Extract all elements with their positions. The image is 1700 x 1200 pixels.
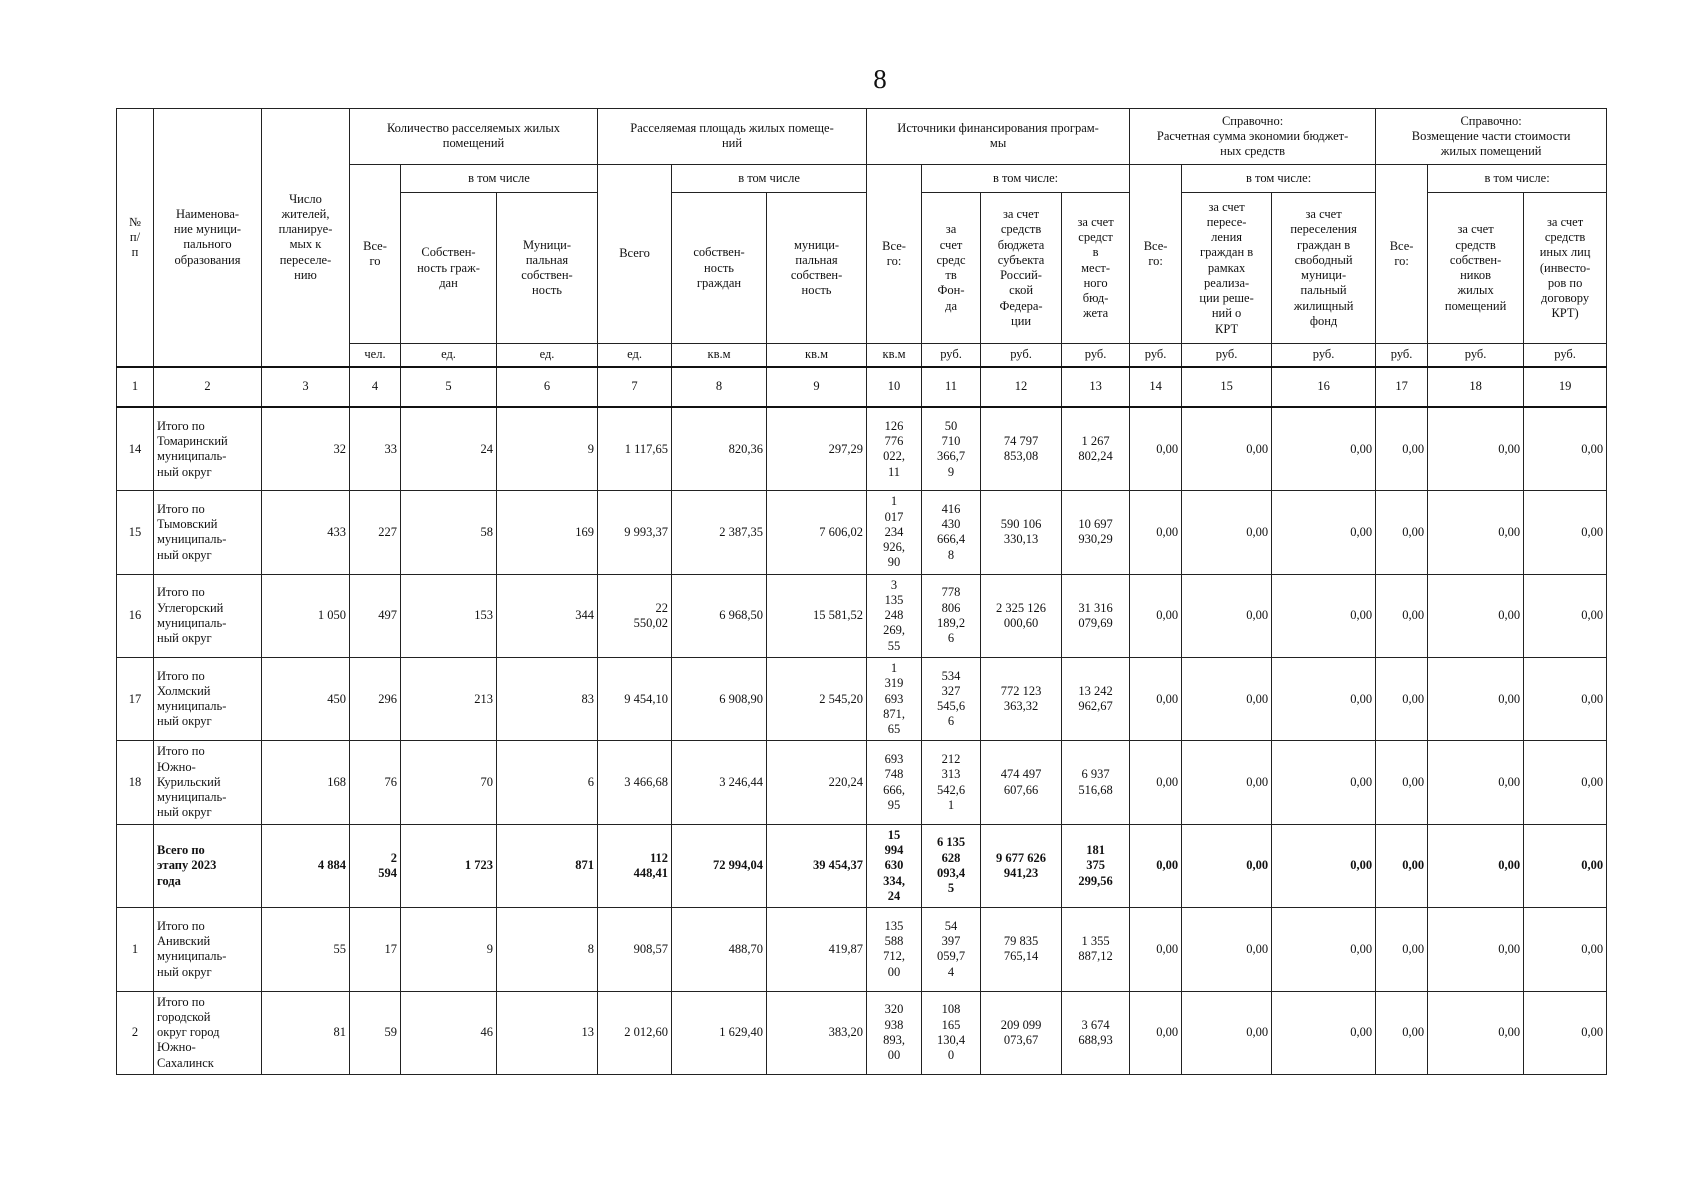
value-cell: 83 bbox=[497, 658, 598, 741]
value-cell: 296 bbox=[350, 658, 401, 741]
value-cell: 0,00 bbox=[1524, 741, 1607, 824]
value-cell: 474 497 607,66 bbox=[981, 741, 1062, 824]
row-number-cell bbox=[117, 824, 154, 907]
value-cell: 344 bbox=[497, 574, 598, 657]
value-cell: 0,00 bbox=[1130, 991, 1182, 1074]
header-row-groups bbox=[117, 109, 1607, 165]
column-number: 1 bbox=[117, 367, 154, 408]
value-cell: 0,00 bbox=[1272, 908, 1376, 991]
value-cell: 3 246,44 bbox=[672, 741, 767, 824]
value-cell: 112 448,41 bbox=[598, 824, 672, 907]
municipality-name-cell: Итого по Углегорский муниципаль- ный округ bbox=[154, 574, 262, 657]
value-cell: 0,00 bbox=[1428, 908, 1524, 991]
value-cell: 4 884 bbox=[262, 824, 350, 907]
value-cell: 108 165 130,4 0 bbox=[922, 991, 981, 1074]
col-header-qty-private: Собствен- ность граж- дан bbox=[401, 193, 497, 343]
column-number: 19 bbox=[1524, 367, 1607, 408]
col-header-fin-local: за счет средст в мест- ного бюд- жета bbox=[1062, 193, 1130, 343]
value-cell: 0,00 bbox=[1130, 658, 1182, 741]
table-row bbox=[117, 991, 1607, 1074]
value-cell: 2 387,35 bbox=[672, 491, 767, 574]
value-cell: 2 325 126 000,60 bbox=[981, 574, 1062, 657]
value-cell: 0,00 bbox=[1376, 991, 1428, 1074]
col-header-fin-subject: за счет средств бюджета субъекта Россий- ской Федера- ции bbox=[981, 193, 1062, 343]
value-cell: 0,00 bbox=[1376, 908, 1428, 991]
column-number: 5 bbox=[401, 367, 497, 408]
value-cell: 0,00 bbox=[1130, 491, 1182, 574]
value-cell: 1 629,40 bbox=[672, 991, 767, 1074]
value-cell: 0,00 bbox=[1376, 658, 1428, 741]
value-cell: 820,36 bbox=[672, 407, 767, 490]
value-cell: 168 bbox=[262, 741, 350, 824]
value-cell: 31 316 079,69 bbox=[1062, 574, 1130, 657]
unit-cell: руб. bbox=[981, 343, 1062, 366]
value-cell: 0,00 bbox=[1428, 991, 1524, 1074]
value-cell: 0,00 bbox=[1272, 991, 1376, 1074]
table-row bbox=[117, 574, 1607, 657]
value-cell: 213 bbox=[401, 658, 497, 741]
value-cell: 1 319 693 871, 65 bbox=[867, 658, 922, 741]
column-number: 13 bbox=[1062, 367, 1130, 408]
col-header-comp-total: Все- го: bbox=[1376, 164, 1428, 343]
unit-cell: руб. bbox=[1182, 343, 1272, 366]
value-cell: 0,00 bbox=[1524, 407, 1607, 490]
value-cell: 0,00 bbox=[1182, 407, 1272, 490]
value-cell: 209 099 073,67 bbox=[981, 991, 1062, 1074]
value-cell: 0,00 bbox=[1130, 574, 1182, 657]
value-cell: 10 697 930,29 bbox=[1062, 491, 1130, 574]
value-cell: 0,00 bbox=[1182, 658, 1272, 741]
value-cell: 0,00 bbox=[1376, 824, 1428, 907]
value-cell: 9 677 626 941,23 bbox=[981, 824, 1062, 907]
value-cell: 908,57 bbox=[598, 908, 672, 991]
table-row bbox=[117, 741, 1607, 824]
value-cell: 320 938 893, 00 bbox=[867, 991, 922, 1074]
value-cell: 3 466,68 bbox=[598, 741, 672, 824]
value-cell: 433 bbox=[262, 491, 350, 574]
col-header-residents: Число жителей, планируе- мых к переселе- нию bbox=[262, 109, 350, 367]
value-cell: 9 bbox=[497, 407, 598, 490]
value-cell: 17 bbox=[350, 908, 401, 991]
table-row bbox=[117, 908, 1607, 991]
column-number: 6 bbox=[497, 367, 598, 408]
row-number-cell: 15 bbox=[117, 491, 154, 574]
value-cell: 1 267 802,24 bbox=[1062, 407, 1130, 490]
column-number: 10 bbox=[867, 367, 922, 408]
unit-cell: руб. bbox=[1130, 343, 1182, 366]
table-row bbox=[117, 491, 1607, 574]
value-cell: 15 994 630 334, 24 bbox=[867, 824, 922, 907]
unit-cell: руб. bbox=[1272, 343, 1376, 366]
value-cell: 7 606,02 bbox=[767, 491, 867, 574]
resettlement-table bbox=[116, 108, 1607, 1075]
value-cell: 33 bbox=[350, 407, 401, 490]
col-header-econ-free: за счет переселения граждан в свободный муници- пальный жилищный фонд bbox=[1272, 193, 1376, 343]
subheader-comp-incl: в том числе: bbox=[1428, 164, 1607, 192]
value-cell: 6 937 516,68 bbox=[1062, 741, 1130, 824]
group-header-quantity: Количество расселяемых жилых помещений bbox=[350, 109, 598, 165]
municipality-name-cell: Итого по Южно- Курильский муниципаль- ный округ bbox=[154, 741, 262, 824]
value-cell: 488,70 bbox=[672, 908, 767, 991]
subheader-econ-incl: в том числе: bbox=[1182, 164, 1376, 192]
col-header-econ-krt: за счет пересе- ления граждан в рамках реализа- ции реше- ний о КРТ bbox=[1182, 193, 1272, 343]
value-cell: 15 581,52 bbox=[767, 574, 867, 657]
value-cell: 50 710 366,7 9 bbox=[922, 407, 981, 490]
value-cell: 39 454,37 bbox=[767, 824, 867, 907]
unit-cell: кв.м bbox=[767, 343, 867, 366]
unit-cell: руб. bbox=[1524, 343, 1607, 366]
value-cell: 450 bbox=[262, 658, 350, 741]
value-cell: 871 bbox=[497, 824, 598, 907]
column-number: 14 bbox=[1130, 367, 1182, 408]
value-cell: 0,00 bbox=[1182, 574, 1272, 657]
unit-cell: руб. bbox=[922, 343, 981, 366]
group-header-financing: Источники финансирования програм- мы bbox=[867, 109, 1130, 165]
unit-cell: ед. bbox=[497, 343, 598, 366]
municipality-name-cell: Итого по Тымовский муниципаль- ный округ bbox=[154, 491, 262, 574]
value-cell: 1 723 bbox=[401, 824, 497, 907]
municipality-name-cell: Итого по Анивский муниципаль- ный округ bbox=[154, 908, 262, 991]
value-cell: 0,00 bbox=[1428, 658, 1524, 741]
column-number: 8 bbox=[672, 367, 767, 408]
column-number: 11 bbox=[922, 367, 981, 408]
value-cell: 79 835 765,14 bbox=[981, 908, 1062, 991]
column-number: 18 bbox=[1428, 367, 1524, 408]
col-header-qty-total: Все- го bbox=[350, 164, 401, 343]
value-cell: 6 908,90 bbox=[672, 658, 767, 741]
table-row bbox=[117, 407, 1607, 490]
value-cell: 54 397 059,7 4 bbox=[922, 908, 981, 991]
column-number: 9 bbox=[767, 367, 867, 408]
value-cell: 0,00 bbox=[1376, 741, 1428, 824]
value-cell: 9 bbox=[401, 908, 497, 991]
value-cell: 6 135 628 093,4 5 bbox=[922, 824, 981, 907]
value-cell: 9 993,37 bbox=[598, 491, 672, 574]
value-cell: 3 674 688,93 bbox=[1062, 991, 1130, 1074]
value-cell: 2 012,60 bbox=[598, 991, 672, 1074]
value-cell: 383,20 bbox=[767, 991, 867, 1074]
value-cell: 0,00 bbox=[1272, 658, 1376, 741]
column-number: 16 bbox=[1272, 367, 1376, 408]
row-number-cell: 2 bbox=[117, 991, 154, 1074]
value-cell: 0,00 bbox=[1272, 407, 1376, 490]
value-cell: 0,00 bbox=[1524, 908, 1607, 991]
unit-cell: руб. bbox=[1062, 343, 1130, 366]
unit-cell: кв.м bbox=[867, 343, 922, 366]
value-cell: 0,00 bbox=[1272, 574, 1376, 657]
value-cell: 0,00 bbox=[1272, 741, 1376, 824]
col-header-fin-total: Все- го: bbox=[867, 164, 922, 343]
value-cell: 590 106 330,13 bbox=[981, 491, 1062, 574]
unit-cell: руб. bbox=[1376, 343, 1428, 366]
value-cell: 55 bbox=[262, 908, 350, 991]
column-number: 15 bbox=[1182, 367, 1272, 408]
column-number-row bbox=[117, 367, 1607, 408]
value-cell: 32 bbox=[262, 407, 350, 490]
value-cell: 81 bbox=[262, 991, 350, 1074]
value-cell: 70 bbox=[401, 741, 497, 824]
value-cell: 8 bbox=[497, 908, 598, 991]
value-cell: 419,87 bbox=[767, 908, 867, 991]
col-header-no: № п/ п bbox=[117, 109, 154, 367]
value-cell: 0,00 bbox=[1428, 407, 1524, 490]
subheader-qty-incl: в том числе bbox=[401, 164, 598, 192]
value-cell: 497 bbox=[350, 574, 401, 657]
column-number: 2 bbox=[154, 367, 262, 408]
row-number-cell: 17 bbox=[117, 658, 154, 741]
value-cell: 58 bbox=[401, 491, 497, 574]
value-cell: 0,00 bbox=[1524, 824, 1607, 907]
column-number: 12 bbox=[981, 367, 1062, 408]
group-header-area: Расселяемая площадь жилых помеще- ний bbox=[598, 109, 867, 165]
value-cell: 0,00 bbox=[1130, 908, 1182, 991]
value-cell: 0,00 bbox=[1272, 824, 1376, 907]
value-cell: 0,00 bbox=[1272, 491, 1376, 574]
value-cell: 59 bbox=[350, 991, 401, 1074]
value-cell: 297,29 bbox=[767, 407, 867, 490]
value-cell: 1 017 234 926, 90 bbox=[867, 491, 922, 574]
total-row bbox=[117, 824, 1607, 907]
col-header-area-total: Всего bbox=[598, 164, 672, 343]
value-cell: 181 375 299,56 bbox=[1062, 824, 1130, 907]
value-cell: 0,00 bbox=[1130, 741, 1182, 824]
value-cell: 0,00 bbox=[1376, 491, 1428, 574]
row-number-cell: 16 bbox=[117, 574, 154, 657]
municipality-name-cell: Итого по Холмский муниципаль- ный округ bbox=[154, 658, 262, 741]
value-cell: 772 123 363,32 bbox=[981, 658, 1062, 741]
group-header-compensation: Справочно: Возмещение части стоимости жилых помещений bbox=[1376, 109, 1607, 165]
col-header-fin-fund: за счет средс тв Фон- да bbox=[922, 193, 981, 343]
value-cell: 1 050 bbox=[262, 574, 350, 657]
column-number: 7 bbox=[598, 367, 672, 408]
row-number-cell: 1 bbox=[117, 908, 154, 991]
value-cell: 153 bbox=[401, 574, 497, 657]
value-cell: 0,00 bbox=[1524, 574, 1607, 657]
value-cell: 6 bbox=[497, 741, 598, 824]
col-header-econ-total: Все- го: bbox=[1130, 164, 1182, 343]
group-header-economy: Справочно: Расчетная сумма экономии бюджет- ных средств bbox=[1130, 109, 1376, 165]
value-cell: 0,00 bbox=[1182, 491, 1272, 574]
value-cell: 135 588 712, 00 bbox=[867, 908, 922, 991]
value-cell: 9 454,10 bbox=[598, 658, 672, 741]
col-header-comp-owners: за счет средств собствен- ников жилых помещений bbox=[1428, 193, 1524, 343]
value-cell: 72 994,04 bbox=[672, 824, 767, 907]
value-cell: 126 776 022, 11 bbox=[867, 407, 922, 490]
value-cell: 416 430 666,4 8 bbox=[922, 491, 981, 574]
value-cell: 6 968,50 bbox=[672, 574, 767, 657]
unit-cell: чел. bbox=[350, 343, 401, 366]
col-header-comp-investors: за счет средств иных лиц (инвесто- ров по договору КРТ) bbox=[1524, 193, 1607, 343]
municipality-name-cell: Всего по этапу 2023 года bbox=[154, 824, 262, 907]
value-cell: 0,00 bbox=[1182, 741, 1272, 824]
value-cell: 13 242 962,67 bbox=[1062, 658, 1130, 741]
value-cell: 534 327 545,6 6 bbox=[922, 658, 981, 741]
value-cell: 1 355 887,12 bbox=[1062, 908, 1130, 991]
municipality-name-cell: Итого по городской округ город Южно- Сахалинск bbox=[154, 991, 262, 1074]
value-cell: 0,00 bbox=[1524, 991, 1607, 1074]
value-cell: 3 135 248 269, 55 bbox=[867, 574, 922, 657]
value-cell: 212 313 542,6 1 bbox=[922, 741, 981, 824]
col-header-qty-municipal: Муници- пальная собствен- ность bbox=[497, 193, 598, 343]
row-number-cell: 14 bbox=[117, 407, 154, 490]
value-cell: 0,00 bbox=[1428, 574, 1524, 657]
col-header-area-municipal: муници- пальная собствен- ность bbox=[767, 193, 867, 343]
value-cell: 0,00 bbox=[1524, 658, 1607, 741]
value-cell: 0,00 bbox=[1428, 824, 1524, 907]
municipality-name-cell: Итого по Томаринский муниципаль- ный округ bbox=[154, 407, 262, 490]
value-cell: 0,00 bbox=[1182, 991, 1272, 1074]
value-cell: 74 797 853,08 bbox=[981, 407, 1062, 490]
value-cell: 0,00 bbox=[1182, 908, 1272, 991]
value-cell: 0,00 bbox=[1428, 491, 1524, 574]
unit-cell: ед. bbox=[598, 343, 672, 366]
value-cell: 2 594 bbox=[350, 824, 401, 907]
subheader-fin-incl: в том числе: bbox=[922, 164, 1130, 192]
value-cell: 1 117,65 bbox=[598, 407, 672, 490]
value-cell: 0,00 bbox=[1428, 741, 1524, 824]
value-cell: 2 545,20 bbox=[767, 658, 867, 741]
value-cell: 0,00 bbox=[1130, 407, 1182, 490]
value-cell: 0,00 bbox=[1376, 407, 1428, 490]
page-number: 8 bbox=[873, 64, 887, 94]
value-cell: 0,00 bbox=[1182, 824, 1272, 907]
value-cell: 76 bbox=[350, 741, 401, 824]
unit-cell: руб. bbox=[1428, 343, 1524, 366]
column-number: 17 bbox=[1376, 367, 1428, 408]
column-number: 4 bbox=[350, 367, 401, 408]
table-row bbox=[117, 658, 1607, 741]
value-cell: 22 550,02 bbox=[598, 574, 672, 657]
value-cell: 0,00 bbox=[1524, 491, 1607, 574]
column-number: 3 bbox=[262, 367, 350, 408]
value-cell: 778 806 189,2 6 bbox=[922, 574, 981, 657]
value-cell: 227 bbox=[350, 491, 401, 574]
value-cell: 0,00 bbox=[1130, 824, 1182, 907]
value-cell: 0,00 bbox=[1376, 574, 1428, 657]
value-cell: 169 bbox=[497, 491, 598, 574]
value-cell: 693 748 666, 95 bbox=[867, 741, 922, 824]
subheader-area-incl: в том числе bbox=[672, 164, 867, 192]
value-cell: 220,24 bbox=[767, 741, 867, 824]
unit-cell: ед. bbox=[401, 343, 497, 366]
value-cell: 13 bbox=[497, 991, 598, 1074]
col-header-area-private: собствен- ность граждан bbox=[672, 193, 767, 343]
unit-cell: кв.м bbox=[672, 343, 767, 366]
value-cell: 46 bbox=[401, 991, 497, 1074]
value-cell: 24 bbox=[401, 407, 497, 490]
row-number-cell: 18 bbox=[117, 741, 154, 824]
col-header-name: Наименова- ние муници- пального образования bbox=[154, 109, 262, 367]
